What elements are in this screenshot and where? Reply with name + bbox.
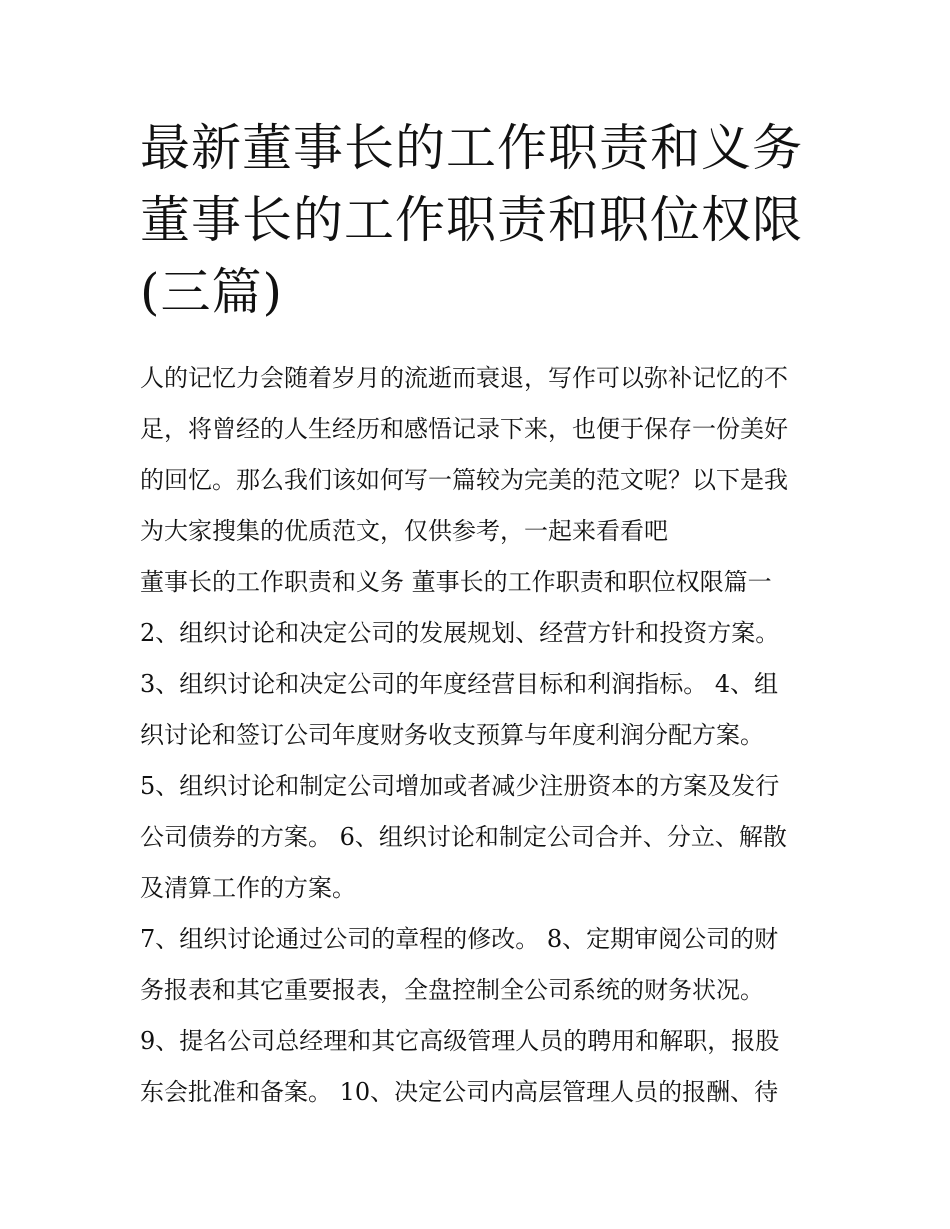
title-line-3: (三篇) (140, 263, 284, 321)
body-line-2: 足，将曾经的人生经历和感悟记录下来，也便于保存一份美好 (140, 415, 788, 443)
title-line-1: 最新董事长的工作职责和义务 (140, 119, 803, 177)
body-line-1: 人的记忆力会随着岁月的流逝而衰退，写作可以弥补记忆的不 (140, 364, 788, 392)
body-line-9: 5、组织讨论和制定公司增加或者减少注册资本的方案及发行 (140, 772, 780, 800)
body-line-10: 公司债券的方案。 6、组织讨论和制定公司合并、分立、解散 (140, 823, 787, 851)
body-line-6: 2、组织讨论和决定公司的发展规划、经营方针和投资方案。 (140, 619, 780, 647)
body-line-15: 东会批准和备案。 10、决定公司内高层管理人员的报酬、待 (140, 1078, 779, 1106)
body-line-8: 织讨论和签订公司年度财务收支预算与年度利润分配方案。 (140, 721, 764, 749)
body-line-14: 9、提名公司总经理和其它高级管理人员的聘用和解职，报股 (140, 1027, 780, 1055)
title-line-2: 董事长的工作职责和职位权限 (140, 191, 803, 249)
body-line-12: 7、组织讨论通过公司的章程的修改。 8、定期审阅公司的财 (140, 925, 779, 953)
body-line-7: 3、组织讨论和决定公司的年度经营目标和利润指标。 4、组 (140, 670, 779, 698)
body-line-13: 务报表和其它重要报表，全盘控制全公司系统的财务状况。 (140, 976, 764, 1004)
body-line-5: 董事长的工作职责和义务 董事长的工作职责和职位权限篇一 (140, 568, 772, 596)
document-title (140, 112, 840, 328)
body-line-4: 为大家搜集的优质范文，仅供参考，一起来看看吧 (140, 517, 668, 545)
body-line-11: 及清算工作的方案。 (140, 874, 356, 902)
body-line-3: 的回忆。那么我们该如何写一篇较为完美的范文呢？以下是我 (140, 466, 788, 494)
